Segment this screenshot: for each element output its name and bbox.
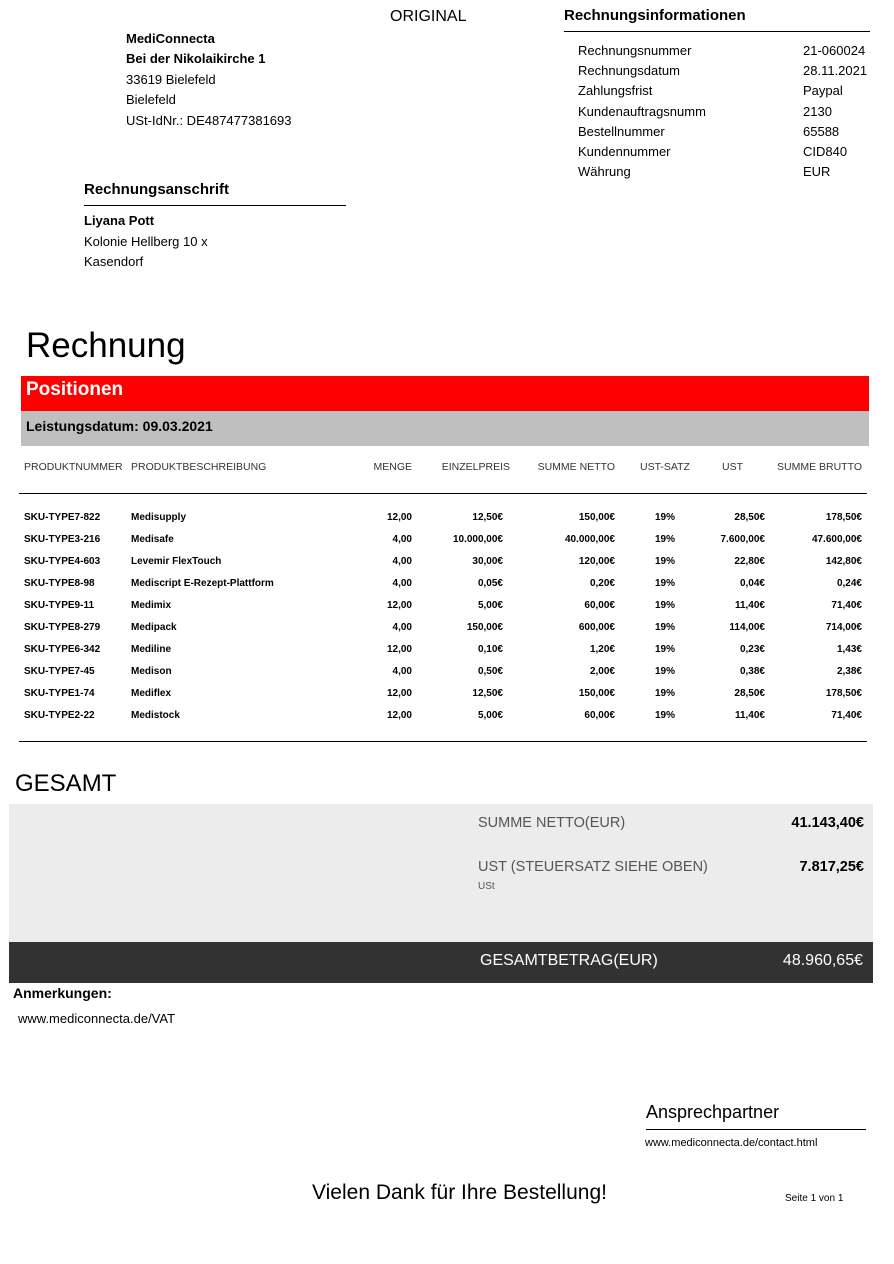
sender-vat-id: USt-IdNr.: DE487477381693 bbox=[126, 112, 292, 128]
cell-gross: 2,38€ bbox=[836, 666, 862, 677]
table-row bbox=[0, 638, 894, 660]
grand-total-bar bbox=[9, 942, 873, 983]
cell-desc: Medisupply bbox=[131, 512, 187, 523]
cell-gross: 0,24€ bbox=[836, 578, 862, 589]
invoice-info-value: 28.11.2021 bbox=[803, 62, 868, 78]
invoice-info-table bbox=[578, 40, 878, 182]
invoice-info-value: CID840 bbox=[803, 144, 848, 160]
cell-desc: Mediscript E-Rezept-Plattform bbox=[131, 578, 274, 589]
cell-net: 150,00€ bbox=[578, 688, 615, 699]
totals-box bbox=[9, 804, 873, 942]
cell-qty: 4,00 bbox=[392, 622, 412, 633]
col-header-qty: MENGE bbox=[373, 461, 412, 473]
cell-sku: SKU-TYPE8-279 bbox=[24, 622, 101, 633]
col-header-desc: PRODUKTBESCHREIBUNG bbox=[131, 461, 267, 473]
cell-vat: 7.600,00€ bbox=[720, 534, 765, 545]
cell-gross: 1,43€ bbox=[836, 644, 862, 655]
cell-unit: 12,50€ bbox=[472, 512, 503, 523]
cell-net: 60,00€ bbox=[584, 600, 615, 611]
table-row bbox=[0, 572, 894, 594]
cell-desc: Mediflex bbox=[131, 688, 172, 699]
invoice-info-row bbox=[578, 101, 878, 121]
cell-qty: 4,00 bbox=[392, 666, 412, 677]
table-bottom-rule bbox=[19, 741, 867, 742]
cell-gross: 178,50€ bbox=[825, 688, 862, 699]
invoice-info-divider bbox=[564, 31, 870, 32]
table-row bbox=[0, 550, 894, 572]
cell-vat: 11,40€ bbox=[734, 600, 765, 611]
cell-rate: 19% bbox=[654, 556, 675, 567]
cell-rate: 19% bbox=[654, 666, 675, 677]
sender-zip-city: 33619 Bielefeld bbox=[126, 71, 216, 87]
invoice-info-label: Kundennummer bbox=[578, 144, 671, 160]
contact-title: Ansprechpartner bbox=[646, 1102, 780, 1122]
thank-you-message: Vielen Dank für Ihre Bestellung! bbox=[312, 1181, 607, 1204]
sender-city: Bielefeld bbox=[126, 92, 176, 108]
cell-desc: Levemir FlexTouch bbox=[131, 556, 222, 567]
totals-title: GESAMT bbox=[15, 770, 117, 797]
table-row bbox=[0, 594, 894, 616]
invoice-info-row bbox=[578, 162, 878, 182]
cell-qty: 4,00 bbox=[392, 556, 412, 567]
col-header-rate: UST-SATZ bbox=[640, 461, 690, 473]
cell-sku: SKU-TYPE4-603 bbox=[24, 556, 101, 567]
cell-gross: 47.600,00€ bbox=[811, 534, 862, 545]
cell-vat: 11,40€ bbox=[734, 710, 765, 721]
sender-address bbox=[126, 29, 292, 131]
cell-desc: Mediline bbox=[131, 644, 172, 655]
cell-unit: 12,50€ bbox=[472, 688, 503, 699]
cell-desc: Medistock bbox=[131, 710, 180, 721]
cell-rate: 19% bbox=[654, 622, 675, 633]
cell-net: 60,00€ bbox=[584, 710, 615, 721]
cell-rate: 19% bbox=[654, 600, 675, 611]
sender-name: MediConnecta bbox=[126, 31, 215, 46]
notes-text: www.mediconnecta.de/VAT bbox=[18, 1011, 176, 1026]
table-top-rule bbox=[19, 493, 867, 494]
vat-sum-label: UST (STEUERSATZ SIEHE OBEN) bbox=[478, 859, 708, 875]
notes-title: Anmerkungen: bbox=[13, 985, 112, 1001]
table-row bbox=[0, 682, 894, 704]
vat-sub-label: USt bbox=[478, 881, 495, 892]
cell-unit: 10.000,00€ bbox=[452, 534, 503, 545]
cell-unit: 5,00€ bbox=[477, 600, 503, 611]
page-title: Rechnung bbox=[26, 326, 186, 365]
table-row bbox=[0, 660, 894, 682]
invoice-info-label: Währung bbox=[578, 164, 631, 180]
invoice-info-row bbox=[578, 60, 878, 80]
cell-qty: 4,00 bbox=[392, 534, 412, 545]
page-number: Seite 1 von 1 bbox=[785, 1193, 844, 1204]
invoice-info-label: Kundenauftragsnumm bbox=[578, 103, 706, 119]
cell-sku: SKU-TYPE8-98 bbox=[24, 578, 95, 589]
cell-rate: 19% bbox=[654, 578, 675, 589]
cell-vat: 0,04€ bbox=[739, 578, 765, 589]
billing-street: Kolonie Hellberg 10 x bbox=[84, 233, 208, 249]
vat-sum-value: 7.817,25€ bbox=[799, 859, 864, 875]
cell-gross: 142,80€ bbox=[825, 556, 862, 567]
cell-vat: 0,38€ bbox=[739, 666, 765, 677]
cell-vat: 28,50€ bbox=[734, 688, 765, 699]
table-row bbox=[0, 506, 894, 528]
cell-qty: 4,00 bbox=[392, 578, 412, 589]
invoice-info-value: EUR bbox=[803, 164, 831, 180]
cell-net: 2,00€ bbox=[589, 666, 615, 677]
cell-gross: 178,50€ bbox=[825, 512, 862, 523]
cell-vat: 22,80€ bbox=[734, 556, 765, 567]
cell-gross: 714,00€ bbox=[825, 622, 862, 633]
contact-url[interactable]: www.mediconnecta.de/contact.html bbox=[645, 1137, 818, 1149]
service-date: Leistungsdatum: 09.03.2021 bbox=[21, 411, 869, 446]
invoice-info-label: Rechnungsdatum bbox=[578, 62, 680, 78]
billing-address bbox=[84, 211, 208, 273]
col-header-net: SUMME NETTO bbox=[537, 461, 615, 473]
invoice-info-value: 2130 bbox=[803, 103, 832, 119]
cell-sku: SKU-TYPE9-11 bbox=[24, 600, 95, 611]
cell-desc: Medimix bbox=[131, 600, 172, 611]
cell-unit: 5,00€ bbox=[477, 710, 503, 721]
positions-header: Positionen bbox=[21, 376, 869, 411]
cell-desc: Medison bbox=[131, 666, 172, 677]
invoice-info-label: Zahlungsfrist bbox=[578, 83, 653, 99]
cell-sku: SKU-TYPE7-45 bbox=[24, 666, 95, 677]
cell-unit: 150,00€ bbox=[466, 622, 503, 633]
grand-total-value: 48.960,65€ bbox=[782, 952, 863, 969]
cell-unit: 0,10€ bbox=[477, 644, 503, 655]
cell-rate: 19% bbox=[654, 534, 675, 545]
original-stamp: ORIGINAL bbox=[390, 8, 467, 25]
sender-street: Bei der Nikolaikirche 1 bbox=[126, 51, 266, 67]
contact-divider bbox=[646, 1129, 866, 1130]
cell-desc: Medisafe bbox=[131, 534, 174, 545]
col-header-sku: PRODUKTNUMMER bbox=[24, 461, 123, 473]
cell-gross: 71,40€ bbox=[831, 710, 862, 721]
cell-vat: 28,50€ bbox=[734, 512, 765, 523]
cell-sku: SKU-TYPE1-74 bbox=[24, 688, 95, 699]
col-header-vat: UST bbox=[722, 461, 743, 473]
cell-net: 150,00€ bbox=[578, 512, 615, 523]
cell-qty: 12,00 bbox=[386, 644, 412, 655]
cell-vat: 0,23€ bbox=[739, 644, 765, 655]
cell-unit: 30,00€ bbox=[472, 556, 503, 567]
cell-qty: 12,00 bbox=[386, 710, 412, 721]
cell-rate: 19% bbox=[654, 710, 675, 721]
invoice-info-row bbox=[578, 141, 878, 161]
table-row bbox=[0, 616, 894, 638]
cell-net: 0,20€ bbox=[589, 578, 615, 589]
cell-vat: 114,00€ bbox=[729, 622, 765, 633]
cell-qty: 12,00 bbox=[386, 600, 412, 611]
cell-net: 120,00€ bbox=[578, 556, 615, 567]
cell-desc: Medipack bbox=[131, 622, 177, 633]
billing-name: Liyana Pott bbox=[84, 213, 155, 228]
cell-unit: 0,50€ bbox=[477, 666, 503, 677]
cell-rate: 19% bbox=[654, 644, 675, 655]
cell-qty: 12,00 bbox=[386, 688, 412, 699]
invoice-info-title: Rechnungsinformationen bbox=[564, 7, 746, 24]
invoice-info-row bbox=[578, 40, 878, 60]
invoice-info-label: Rechnungsnummer bbox=[578, 42, 692, 58]
invoice-info-value: Paypal bbox=[803, 83, 843, 99]
cell-qty: 12,00 bbox=[386, 512, 412, 523]
invoice-info-value: 65588 bbox=[803, 123, 840, 139]
table-row bbox=[0, 704, 894, 726]
cell-sku: SKU-TYPE2-22 bbox=[24, 710, 95, 721]
cell-rate: 19% bbox=[654, 688, 675, 699]
net-sum-label: SUMME NETTO(EUR) bbox=[478, 815, 626, 831]
billing-title: Rechnungsanschrift bbox=[84, 181, 230, 198]
col-header-unit: EINZELPREIS bbox=[441, 461, 510, 473]
table-row bbox=[0, 528, 894, 550]
cell-sku: SKU-TYPE3-216 bbox=[24, 534, 101, 545]
invoice-info-value: 21-060024 bbox=[803, 42, 866, 58]
grand-total-label: GESAMTBETRAG(EUR) bbox=[480, 952, 658, 969]
cell-net: 600,00€ bbox=[578, 622, 615, 633]
billing-city: Kasendorf bbox=[84, 254, 144, 270]
billing-divider bbox=[84, 205, 346, 206]
net-sum-value: 41.143,40€ bbox=[791, 815, 864, 831]
cell-net: 1,20€ bbox=[589, 644, 615, 655]
invoice-info-label: Bestellnummer bbox=[578, 123, 665, 139]
col-header-gross: SUMME BRUTTO bbox=[777, 461, 862, 473]
cell-unit: 0,05€ bbox=[477, 578, 503, 589]
invoice-info-row bbox=[578, 81, 878, 101]
invoice-info-row bbox=[578, 121, 878, 141]
cell-sku: SKU-TYPE6-342 bbox=[24, 644, 101, 655]
positions-table-body bbox=[0, 506, 894, 726]
cell-gross: 71,40€ bbox=[831, 600, 862, 611]
cell-rate: 19% bbox=[654, 512, 675, 523]
cell-net: 40.000,00€ bbox=[564, 534, 615, 545]
cell-sku: SKU-TYPE7-822 bbox=[24, 512, 101, 523]
